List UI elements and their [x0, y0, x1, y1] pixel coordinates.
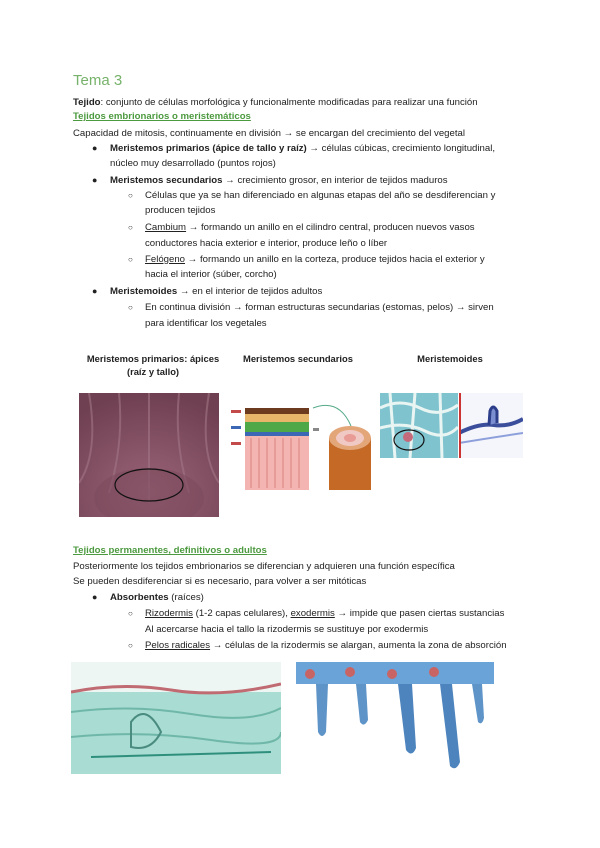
- sub-item-term: Felógeno: [145, 254, 186, 265]
- sub-item-felogeno: [145, 254, 485, 266]
- caption-secundarios: Meristemos secundarios: [243, 353, 353, 364]
- sub-bullet-icon: ○: [128, 303, 133, 312]
- sub-bullet-icon: ○: [128, 609, 133, 618]
- sub-bullet-icon: ○: [128, 255, 133, 264]
- sub-item-line: producen tejidos: [145, 205, 216, 216]
- meristemoid-micrograph: [459, 393, 523, 458]
- sub-item-term: Cambium: [145, 222, 187, 233]
- item-meristemos-primarios: [110, 143, 495, 155]
- section1-heading: Tejidos embrionarios o meristemáticos: [73, 111, 251, 122]
- sub-item-line: conductores hacia exterior e interior, produce leño o líber: [145, 238, 388, 249]
- rhizodermis-micrograph: [71, 662, 281, 774]
- bullet-icon: ●: [92, 286, 98, 296]
- sub-item-line: Células que ya se han diferenciado en algunas etapas del año se desdiferencian y: [145, 190, 496, 201]
- item-absorbentes: [110, 592, 204, 604]
- sub-item-text: (1-2 capas celulares),: [192, 608, 291, 619]
- caption-primarios: [68, 352, 238, 378]
- sub-bullet-icon: ○: [128, 191, 133, 200]
- item-meristemoides: [110, 286, 322, 298]
- section2-line1: Posteriormente los tejidos embrionarios se diferencian y adquieren una función específica: [73, 561, 455, 572]
- sub-item-text: → impide que pasen ciertas sustancias: [334, 608, 505, 619]
- item-text: (raíces): [168, 592, 204, 603]
- meristemoid-micrograph: [380, 393, 458, 458]
- root-hairs-micrograph: [296, 662, 494, 774]
- apical-meristem-micrograph: [79, 393, 219, 517]
- item-label: Absorbentes: [110, 592, 169, 603]
- sub-item-line: para identificar los vegetales: [145, 318, 267, 329]
- item-text: → en el interior de tejidos adultos: [177, 286, 323, 297]
- caption-meristemoides: Meristemoides: [417, 353, 483, 364]
- caption-line: Meristemos primarios: ápices: [86, 353, 220, 364]
- item-label: Meristemoides: [110, 286, 178, 297]
- bullet-icon: ●: [92, 592, 98, 602]
- sub-item-cambium: [145, 222, 475, 234]
- sub-item-line: Al acercarse hacia el tallo la rizodermis se sustituye por exodermis: [145, 624, 429, 635]
- section2-heading: Tejidos permanentes, definitivos o adultos: [73, 545, 267, 556]
- section2-line2: Se pueden desdiferenciar si es necesario, para volver a ser mitóticas: [73, 576, 367, 587]
- sub-item-line: hacia el interior (súber, corcho): [145, 269, 277, 280]
- sub-item-term: Pelos radicales: [145, 640, 211, 651]
- item-label: Meristemos secundarios: [110, 175, 223, 186]
- sub-item-line: En continua división → forman estructuras secundarias (estomas, pelos) → sirven: [145, 302, 494, 313]
- item-text: → células cúbicas, crecimiento longitudinal,: [306, 143, 495, 154]
- secondary-meristem-diagram: [229, 398, 377, 498]
- item-text-line2: núcleo muy desarrollado (puntos rojos): [110, 158, 276, 169]
- bullet-icon: ●: [92, 175, 98, 185]
- sub-item-text: → formando un anillo en la corteza, produce tejidos hacia el exterior y: [185, 254, 485, 265]
- sub-item-term: exodermis: [290, 608, 335, 619]
- page-title: Tema 3: [73, 72, 123, 89]
- sub-item-pelos: [145, 640, 507, 652]
- item-label: Meristemos primarios (ápice de tallo y raíz): [110, 143, 307, 154]
- intro-term: Tejido: [73, 97, 101, 108]
- item-meristemos-secundarios: [110, 175, 448, 187]
- sub-item-text: → células de la rizodermis se alargan, aumenta la zona de absorción: [210, 640, 507, 651]
- intro-definition: : conjunto de células morfológica y funcionalmente modificadas para realizar una función: [100, 97, 478, 108]
- sub-item-text: → formando un anillo en el cilindro central, producen nuevos vasos: [186, 222, 475, 233]
- item-text: → crecimiento grosor, en interior de tejidos maduros: [222, 175, 448, 186]
- sub-bullet-icon: ○: [128, 641, 133, 650]
- sub-bullet-icon: ○: [128, 223, 133, 232]
- bullet-icon: ●: [92, 143, 98, 153]
- intro-line: [73, 97, 478, 109]
- caption-line: (raíz y tallo): [126, 366, 180, 377]
- sub-item-term: Rizodermis: [145, 608, 193, 619]
- sub-item-rizodermis: [145, 608, 504, 620]
- section1-description: Capacidad de mitosis, continuamente en división → se encargan del crecimiento del vegetal: [73, 128, 465, 139]
